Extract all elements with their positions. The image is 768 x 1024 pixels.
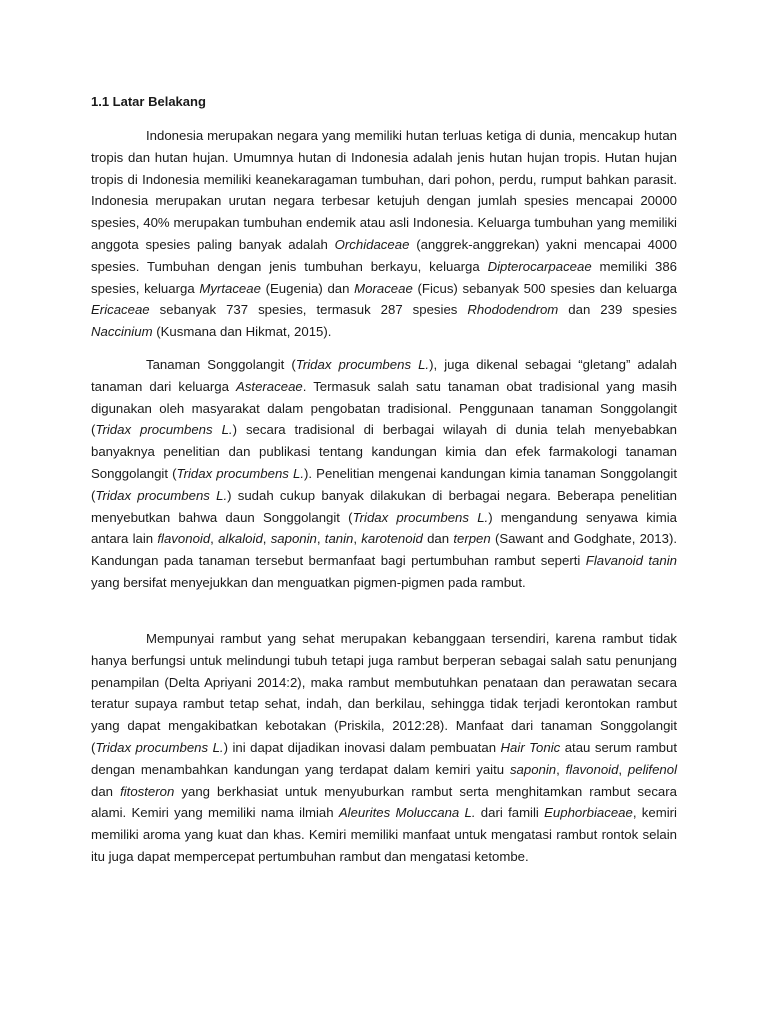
text-run: , — [618, 761, 628, 777]
text-run: Mempunyai rambut yang sehat merupakan kebanggaan tersendiri, karena rambut tidak hanya berfungsi untuk melindungi tubuh tetapi juga rambut berperan sebagai salah satu penunjang penampilan (Delta Apriyani 2014:2), maka rambut membutuhkan penataan dan perawatan secara teratur supaya rambut tetap sehat, indah, dan berkilau, sehingga tidak terjadi kerontokan rambut yang dapat mengakibatkan kebotakan (Priskila, 2012:28). Manfaat dari tanaman Songgolangit ( — [91, 631, 677, 755]
text-run: ) ini dapat dijadikan inovasi dalam pembuatan — [223, 739, 501, 755]
paragraph-3 — [91, 628, 677, 868]
text-run: , kemiri memiliki aroma yang kuat dan khas. Kemiri memiliki manfaat untuk mengatasi rambut rontok selain itu juga dapat mempercepat pertumbuhan rambut dan mengatasi ketombe. — [91, 805, 677, 864]
italic-term: Tridax procumbens L. — [176, 465, 304, 481]
text-run: dan 239 spesies — [558, 302, 677, 318]
italic-term: tanin — [324, 531, 354, 547]
italic-term: flavonoid — [565, 761, 619, 777]
italic-term: Naccinium — [91, 324, 153, 340]
text-run: (Eugenia) dan — [260, 280, 355, 296]
text-run: ), juga dikenal sebagai “gletang” adalah tanaman dari keluarga — [91, 357, 677, 394]
text-run: dan — [422, 531, 454, 547]
text-run: ) secara tradisional di berbagai wilayah di dunia telah menyebabkan banyaknya penelitian dan publikasi tentang kandungan kimia dan efek farmakologi tanaman Songgolangit ( — [91, 422, 677, 481]
italic-term: Hair Tonic — [500, 739, 561, 755]
text-run: Indonesia merupakan negara yang memiliki hutan terluas ketiga di dunia, mencakup hutan tropis dan hutan hujan. Umumnya hutan di Indonesia adalah jenis hutan hujan tropis. Hutan hujan tropis di Indonesia memiliki keanekaragaman tumbuhan, dari pohon, perdu, rumput bahkan parasit. Indonesia merupakan urutan negara terbesar ketujuh dengan jumlah spesies mencapai 20000 spesies, 40% merupakan tumbuhan endemik atau asli Indonesia. Keluarga tumbuhan yang memiliki anggota spesies paling banyak adalah — [91, 128, 677, 252]
text-run: Tanaman Songgolangit ( — [146, 357, 296, 372]
italic-term: Tridax procumbens L. — [352, 509, 489, 525]
italic-term: Asteraceae — [236, 378, 303, 394]
italic-term: karotenoid — [361, 531, 423, 547]
italic-term: Orchidaceae — [334, 236, 410, 252]
paragraph-1 — [91, 125, 677, 343]
italic-term: fitosteron — [120, 783, 175, 799]
text-run: ) sudah cukup banyak dilakukan di berbagai negara. Beberapa penelitian menyebutkan bahwa daun Songgolangit ( — [91, 487, 678, 525]
text-run: (Ficus) sebanyak 500 spesies dan keluarga — [412, 280, 677, 296]
text-run: yang berkhasiat untuk menyuburkan rambut serta menghitamkan rambut secara alami. Kemiri yang memiliki nama ilmiah — [91, 783, 677, 821]
text-run: ) mengandung senyawa kimia antara lain — [91, 509, 677, 547]
italic-term: Myrtaceae — [199, 280, 261, 296]
italic-term: alkaloid — [218, 531, 263, 547]
italic-term: saponin — [270, 531, 317, 547]
italic-term: Tridax procumbens L. — [95, 487, 228, 503]
text-run: . Termasuk salah satu tanaman obat tradisional yang masih digunakan oleh masyarakat dalam pengobatan tradisional. Penggunaan tanaman Songgolangit ( — [91, 378, 677, 438]
text-run: (Kusmana dan Hikmat, 2015). — [152, 324, 332, 340]
italic-term: Euphorbiaceae — [544, 805, 633, 821]
text-run: atau serum rambut dengan menambahkan kandungan yang terdapat dalam kemiri yaitu — [91, 739, 678, 777]
text-run: (Sawant and Godghate, 2013). Kandungan pada tanaman tersebut bermanfaat bagi pertumbuhan rambut seperti — [91, 531, 677, 569]
text-run: , — [262, 531, 271, 547]
text-run: yang bersifat menyejukkan dan menguatkan pigmen-pigmen pada rambut. — [91, 574, 526, 590]
italic-term: flavonoid — [157, 531, 211, 547]
paragraph-2 — [91, 354, 677, 594]
text-run: sebanyak 737 spesies, termasuk 287 spesies — [149, 302, 468, 318]
text-run: , — [556, 761, 566, 777]
italic-term: saponin — [509, 761, 557, 777]
italic-term: Ericaceae — [91, 302, 150, 318]
italic-term: Tridax procumbens L. — [295, 357, 430, 372]
italic-term: Tridax procumbens L. — [95, 422, 233, 438]
italic-term: Aleurites Moluccana L. — [338, 805, 476, 821]
text-run: , — [316, 531, 325, 547]
italic-term: Dipterocarpaceae — [487, 258, 592, 274]
italic-term: Rhododendrom — [467, 302, 559, 318]
text-run: , — [210, 531, 219, 547]
italic-term: pelifenol — [627, 761, 678, 777]
text-run: , — [353, 531, 362, 547]
text-run: dan — [91, 783, 121, 799]
italic-term: terpen — [453, 531, 491, 547]
section-heading: 1.1 Latar Belakang — [91, 94, 206, 109]
text-run: dari famili — [475, 805, 545, 821]
italic-term: Tridax procumbens L. — [95, 739, 224, 755]
text-run: (anggrek-anggrekan) yakni mencapai 4000 spesies. Tumbuhan dengan jenis tumbuhan berkayu, keluarga — [91, 236, 677, 274]
italic-term: Flavanoid tanin — [585, 553, 677, 569]
text-run: ). Penelitian mengenai kandungan kimia tanaman Songgolangit ( — [91, 465, 677, 503]
italic-term: Moraceae — [354, 280, 413, 296]
text-run: memiliki 386 spesies, keluarga — [91, 258, 678, 296]
